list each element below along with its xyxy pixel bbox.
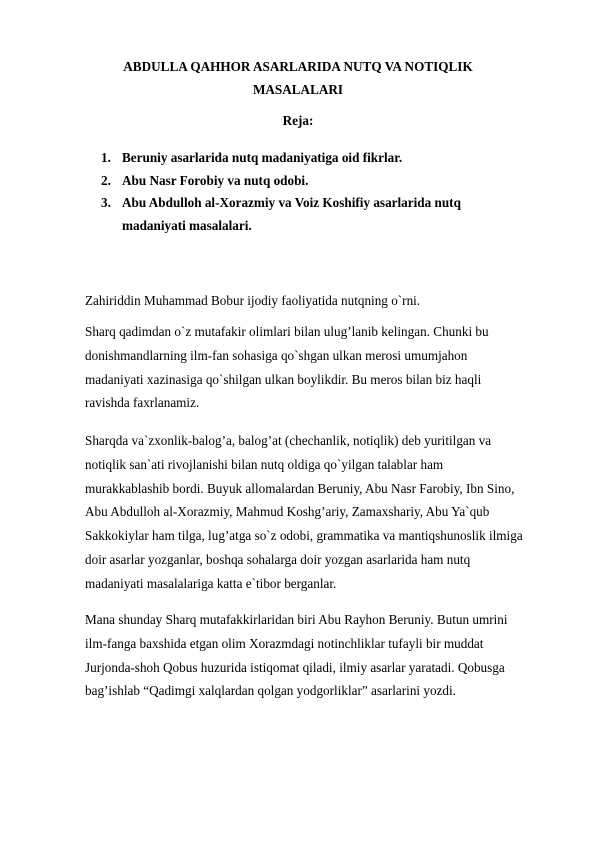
- paragraph-line: notiqlik san`ati rivojlanishi bilan nutq oldiga qo`yilgan talablar ham: [85, 456, 444, 472]
- document-title-line-1: ABDULLA QAHHOR ASARLARIDA NUTQ VA NOTIQLIK: [123, 59, 473, 74]
- paragraph-line: Abu Abdulloh al-Xorazmiy, Mahmud Koshg’ariy, Zamaxshariy, Abu Ya`qub: [85, 504, 490, 520]
- plan-heading: Reja:: [282, 113, 314, 128]
- plan-item-number: 3.: [101, 195, 111, 210]
- paragraph: [85, 320, 555, 415]
- plan-item: [101, 192, 502, 237]
- paragraph-line: bag’ishlab “Qadimgi xalqlardan qolgan yodgorliklar” asarlarini yozdi.: [85, 683, 456, 699]
- paragraph-line: doir asarlar yozganlar, boshqa sohalarga doir yozgan asarlarida ham nutq: [85, 551, 471, 567]
- paragraph: [85, 429, 555, 596]
- paragraph-line: madaniyati xazinasiga qo`shilgan ulkan boylikdir. Bu meros bilan biz haqli: [85, 371, 482, 387]
- paragraph-line: Sharq qadimdan o`z mutafakir olimlari bilan ulug’lanib kelingan. Chunki bu: [85, 324, 489, 339]
- paragraph-line: ilm-fanga baxshida etgan olim Xorazmdagi notinchliklar tufayli bir muddat: [85, 635, 484, 651]
- plan-item-text: madaniyati masalalari.: [122, 217, 252, 233]
- paragraph-line: Mana shunday Sharq mutafakkirlaridan biri Abu Rayhon Beruniy. Butun umrini: [85, 612, 508, 627]
- plan-item: [101, 147, 502, 170]
- paragraph-line: donishmandlarning ilm-fan sohasiga qo`shgan ulkan merosi umumjahon: [85, 347, 468, 363]
- paragraph-line: Sharqda va`zxonlik-balog’a, balog’at (chechanlik, notiqlik) deb yuritilgan va: [85, 433, 492, 448]
- document-title-line-2: MASALALARI: [252, 82, 344, 97]
- paragraph-line: Sakkokiylar ham tilga, lug’atga so`z odobi, grammatika va mantiqshunoslik ilmiga: [85, 528, 523, 544]
- paragraph-line: ravishda faxrlanamiz.: [85, 395, 200, 411]
- plan-item-number: 2.: [101, 172, 111, 188]
- plan-item: [101, 170, 502, 193]
- plan-item-text: Abu Nasr Forobiy va nutq odobi.: [122, 172, 309, 188]
- paragraph-line: madaniyati masalalariga katta e`tibor berganlar.: [85, 575, 337, 591]
- paragraph-line: Zahiriddin Muhammad Bobur ijodiy faoliyatida nutqning o`rni.: [85, 293, 421, 308]
- plan-list: [101, 147, 502, 237]
- paragraph-line: murakkablashib bordi. Buyuk allomalardan Beruniy, Abu Nasr Farobiy, Ibn Sino,: [85, 480, 515, 496]
- paragraph: [85, 289, 555, 313]
- paragraph: [85, 608, 555, 703]
- plan-item-number: 1.: [101, 150, 111, 165]
- plan-item-text: Abu Abdulloh al-Xorazmiy va Voiz Koshifiy asarlarida nutq: [122, 195, 461, 210]
- plan-item-text: Beruniy asarlarida nutq madaniyatiga oid fikrlar.: [122, 150, 403, 165]
- paragraph-line: Jurjonda-shoh Qobus huzurida istiqomat qiladi, ilmiy asarlar yaratadi. Qobusga: [85, 659, 505, 675]
